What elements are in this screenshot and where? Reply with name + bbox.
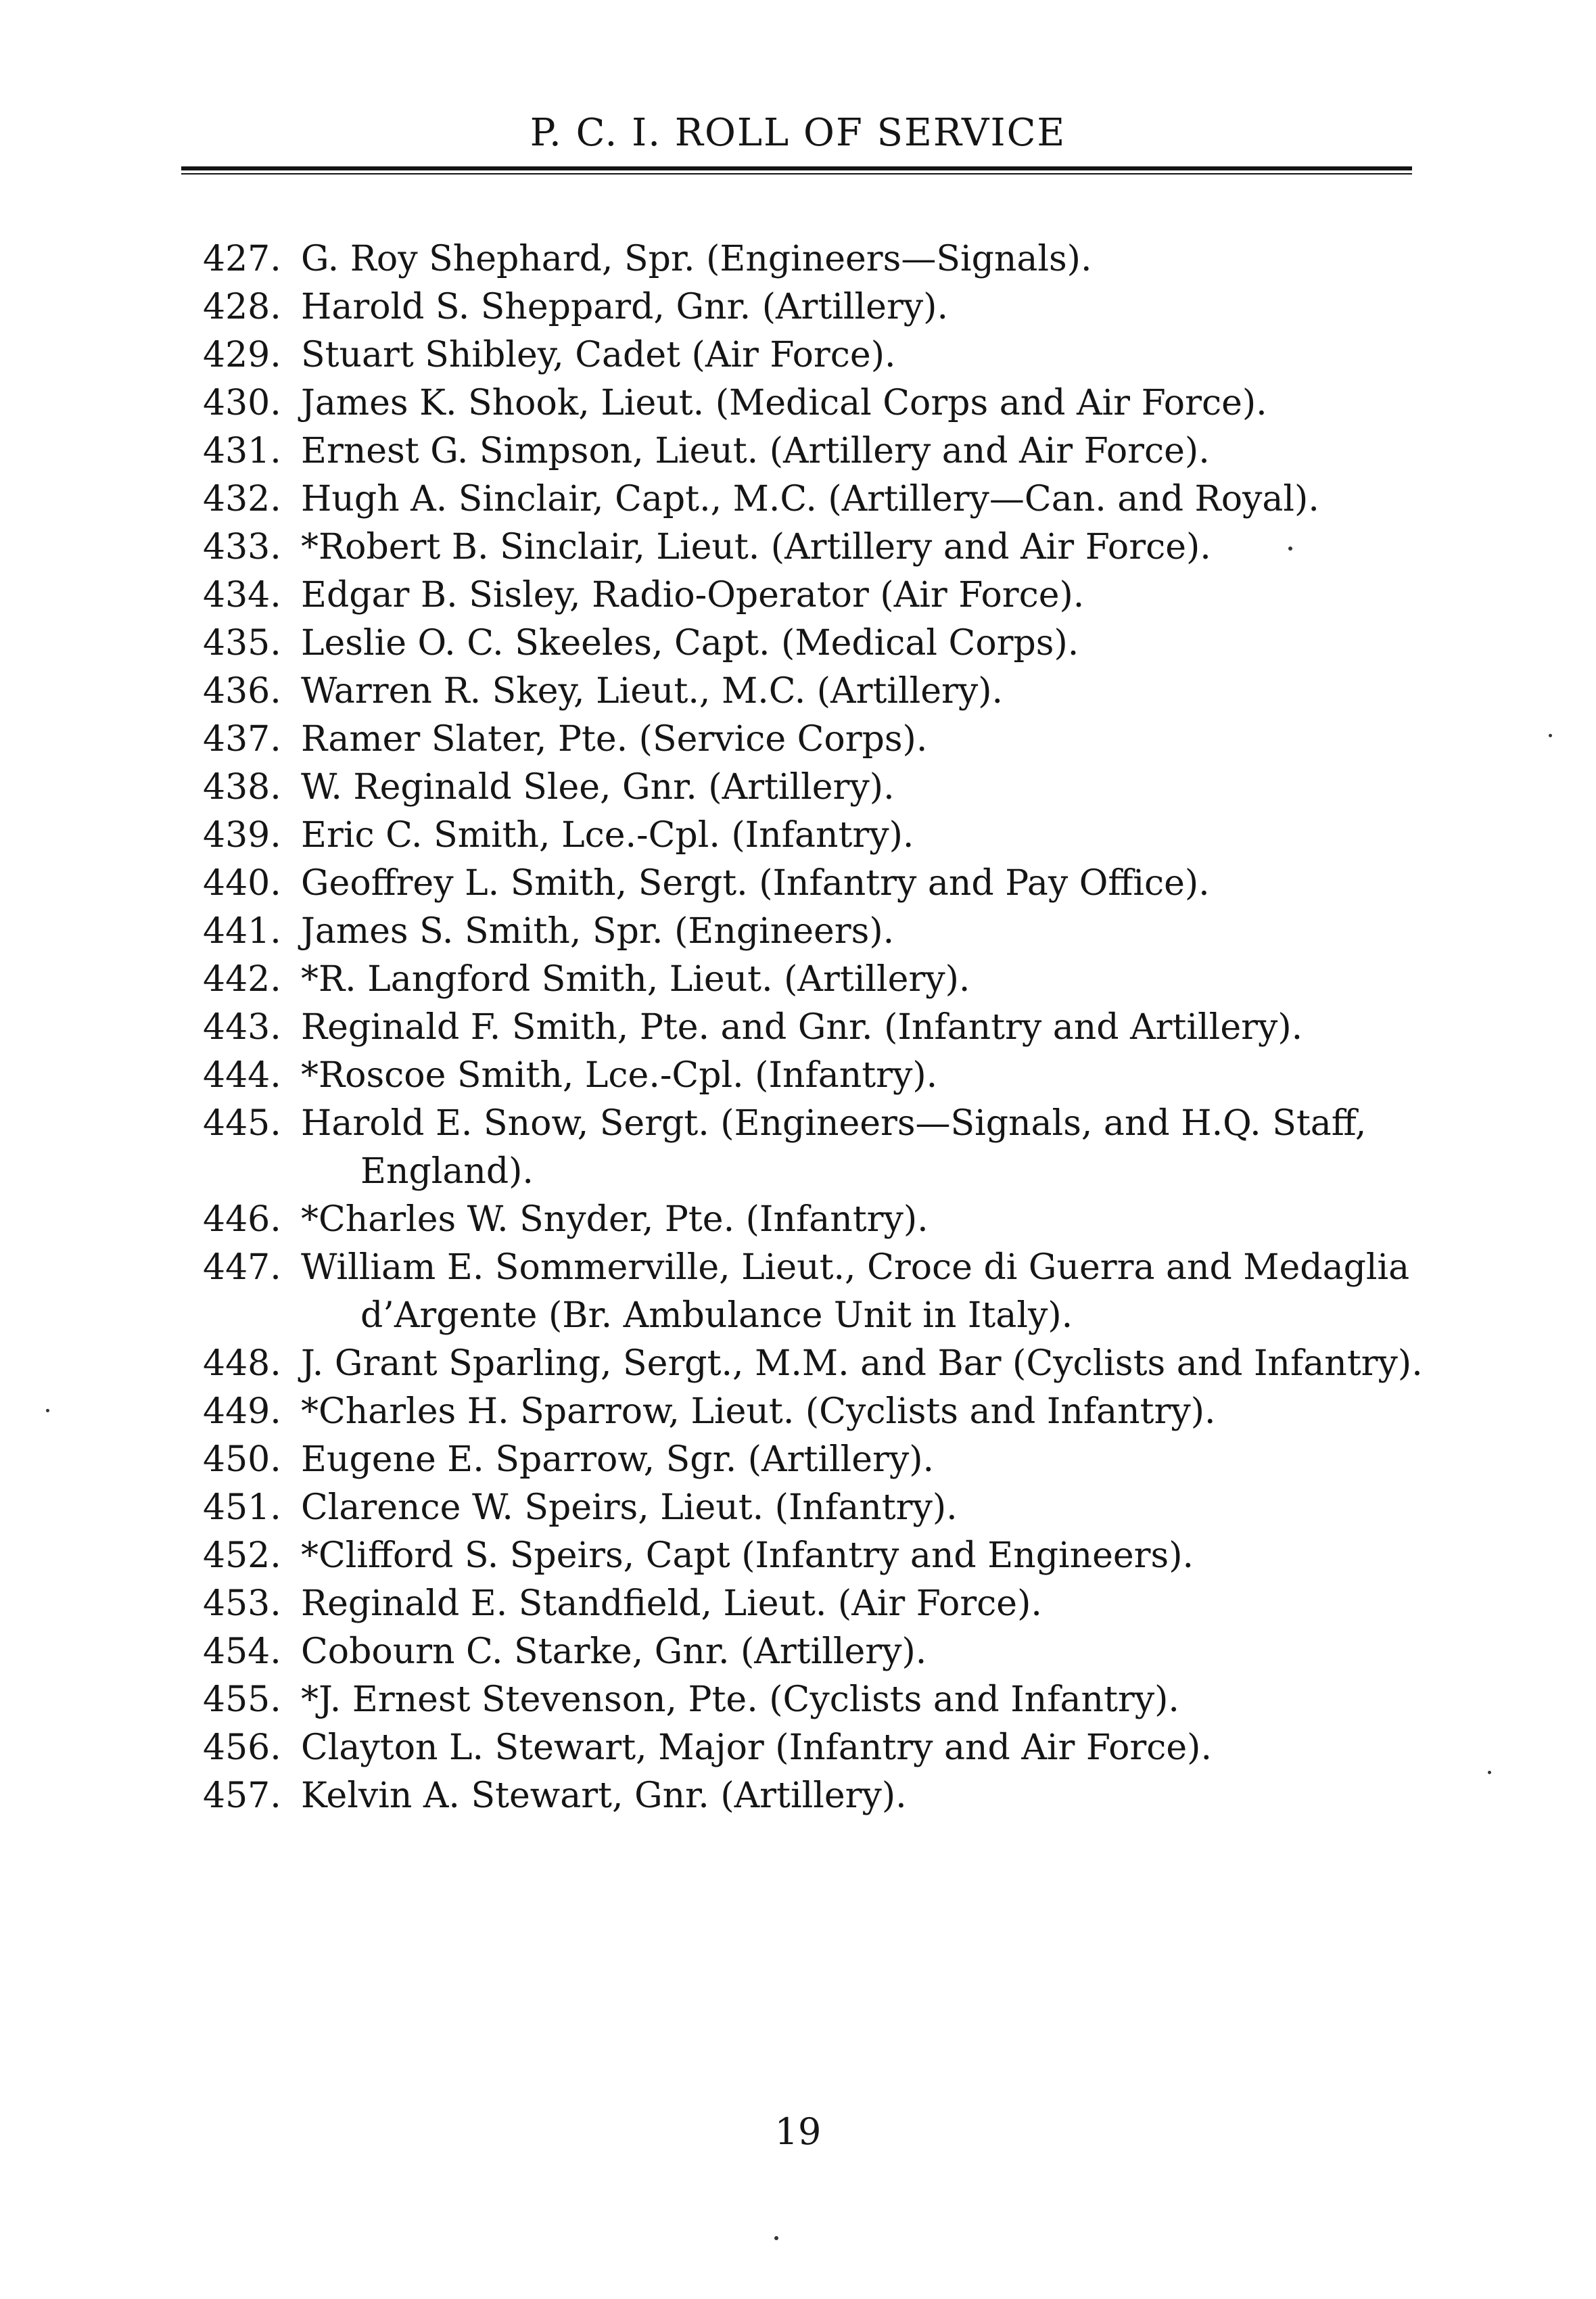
entry-number: 451. — [203, 1487, 281, 1528]
roll-entry — [203, 1004, 1434, 1052]
entry-text: Ramer Slater, Pte. (Service Corps). — [301, 719, 928, 760]
roll-entry — [203, 1340, 1434, 1388]
entry-number: 443. — [203, 1007, 281, 1048]
entry-text: Geoffrey L. Smith, Sergt. (Infantry and Pay Office). — [301, 863, 1210, 904]
print-speck — [1549, 734, 1552, 737]
entry-number: 442. — [203, 959, 281, 1000]
entry-text: Kelvin A. Stewart, Gnr. (Artillery). — [301, 1775, 907, 1816]
entry-number: 449. — [203, 1391, 281, 1432]
entry-text: Edgar B. Sisley, Radio-Operator (Air Force). — [301, 575, 1085, 616]
entry-number: 435. — [203, 623, 281, 664]
roll-entry — [203, 1580, 1434, 1628]
entry-text: James S. Smith, Spr. (Engineers). — [301, 911, 895, 952]
print-speck — [1488, 1771, 1491, 1774]
entry-number: 430. — [203, 383, 281, 423]
roll-entry — [203, 668, 1434, 716]
entry-text: Leslie O. C. Skeeles, Capt. (Medical Corps). — [301, 623, 1079, 664]
entry-number: 448. — [203, 1343, 281, 1384]
roll-entry — [203, 235, 1434, 283]
entry-text: Eric C. Smith, Lce.-Cpl. (Infantry). — [301, 815, 914, 856]
roll-entry — [203, 283, 1434, 331]
entry-text: Ernest G. Simpson, Lieut. (Artillery and Air Force). — [301, 431, 1210, 471]
entry-number: 450. — [203, 1439, 281, 1480]
entry-text: Stuart Shibley, Cadet (Air Force). — [301, 335, 896, 375]
roll-entry — [203, 1196, 1434, 1244]
entry-text: J. Grant Sparling, Sergt., M.M. and Bar (Cyclists and Infantry). — [301, 1343, 1423, 1384]
entry-text: Warren R. Skey, Lieut., M.C. (Artillery). — [301, 671, 1004, 712]
roll-entry — [203, 1676, 1434, 1724]
entry-number: 440. — [203, 863, 281, 904]
entry-text: William E. Sommerville, Lieut., Croce di Guerra and Medaglia d’Argente (Br. Ambulance Unit in Italy). — [301, 1247, 1410, 1336]
entry-number: 445. — [203, 1103, 281, 1144]
entry-text: James K. Shook, Lieut. (Medical Corps and Air Force). — [301, 383, 1267, 423]
roll-entry — [203, 572, 1434, 620]
entry-text: Clarence W. Speirs, Lieut. (Infantry). — [301, 1487, 958, 1528]
roll-entry — [203, 812, 1434, 860]
roll-entry — [203, 1484, 1434, 1532]
entry-number: 434. — [203, 575, 281, 616]
roll-entry — [203, 331, 1434, 379]
entry-number: 455. — [203, 1679, 281, 1720]
entry-text: *Clifford S. Speirs, Capt (Infantry and Engineers). — [301, 1535, 1194, 1576]
entry-number: 444. — [203, 1055, 281, 1096]
print-speck — [774, 2236, 778, 2240]
roll-entry — [203, 427, 1434, 475]
entry-text: Harold S. Sheppard, Gnr. (Artillery). — [301, 287, 948, 327]
roll-entry — [203, 475, 1434, 524]
entry-text: *Charles H. Sparrow, Lieut. (Cyclists and Infantry). — [301, 1391, 1216, 1432]
roll-entry — [203, 860, 1434, 908]
roll-entry — [203, 1628, 1434, 1676]
roll-entry — [203, 1100, 1434, 1196]
entry-number: 429. — [203, 335, 281, 375]
roll-entry — [203, 1772, 1434, 1820]
roll-entry — [203, 1436, 1434, 1484]
entry-number: 428. — [203, 287, 281, 327]
entry-number: 432. — [203, 479, 281, 519]
entry-number: 446. — [203, 1199, 281, 1240]
roll-entry — [203, 764, 1434, 812]
roll-entry — [203, 1244, 1434, 1340]
print-speck — [46, 1409, 49, 1412]
header-rule-thin — [181, 173, 1412, 175]
entry-number: 454. — [203, 1631, 281, 1672]
entry-number: 441. — [203, 911, 281, 952]
entry-number: 456. — [203, 1727, 281, 1768]
entry-text: Reginald E. Standfield, Lieut. (Air Force). — [301, 1583, 1042, 1624]
entry-number: 438. — [203, 767, 281, 808]
print-speck — [1288, 547, 1292, 551]
entry-text: Hugh A. Sinclair, Capt., M.C. (Artillery—Can. and Royal). — [301, 479, 1319, 519]
entry-text: Harold E. Snow, Sergt. (Engineers—Signals, and H.Q. Staff, England). — [301, 1103, 1367, 1192]
entry-number: 436. — [203, 671, 281, 712]
entry-number: 433. — [203, 527, 281, 567]
roll-entry — [203, 379, 1434, 427]
entry-text: Eugene E. Sparrow, Sgr. (Artillery). — [301, 1439, 935, 1480]
roll-entry — [203, 1388, 1434, 1436]
page-number: 19 — [774, 2110, 822, 2153]
roll-of-service-list — [203, 235, 1434, 1820]
entry-text: *J. Ernest Stevenson, Pte. (Cyclists and Infantry). — [301, 1679, 1179, 1720]
entry-number: 457. — [203, 1775, 281, 1816]
header-rule-thick — [181, 166, 1412, 170]
entry-number: 431. — [203, 431, 281, 471]
entry-number: 427. — [203, 239, 281, 279]
entry-number: 437. — [203, 719, 281, 760]
roll-entry — [203, 1052, 1434, 1100]
roll-entry — [203, 1532, 1434, 1580]
entry-text: *R. Langford Smith, Lieut. (Artillery). — [301, 959, 970, 1000]
entry-number: 447. — [203, 1247, 281, 1288]
entry-number: 453. — [203, 1583, 281, 1624]
entry-text: *Robert B. Sinclair, Lieut. (Artillery and Air Force). — [301, 527, 1211, 567]
entry-text: W. Reginald Slee, Gnr. (Artillery). — [301, 767, 895, 808]
page-header-title: P. C. I. ROLL OF SERVICE — [530, 111, 1066, 155]
roll-entry — [203, 524, 1434, 572]
entry-text: Reginald F. Smith, Pte. and Gnr. (Infantry and Artillery). — [301, 1007, 1303, 1048]
entry-text: *Roscoe Smith, Lce.-Cpl. (Infantry). — [301, 1055, 938, 1096]
entry-text: Cobourn C. Starke, Gnr. (Artillery). — [301, 1631, 927, 1672]
roll-entry — [203, 956, 1434, 1004]
entry-text: Clayton L. Stewart, Major (Infantry and Air Force). — [301, 1727, 1212, 1768]
roll-entry — [203, 1724, 1434, 1772]
roll-entry — [203, 716, 1434, 764]
entry-number: 439. — [203, 815, 281, 856]
entry-number: 452. — [203, 1535, 281, 1576]
roll-entry — [203, 908, 1434, 956]
roll-entry — [203, 620, 1434, 668]
entry-text: *Charles W. Snyder, Pte. (Infantry). — [301, 1199, 929, 1240]
entry-text: G. Roy Shephard, Spr. (Engineers—Signals). — [301, 239, 1092, 279]
